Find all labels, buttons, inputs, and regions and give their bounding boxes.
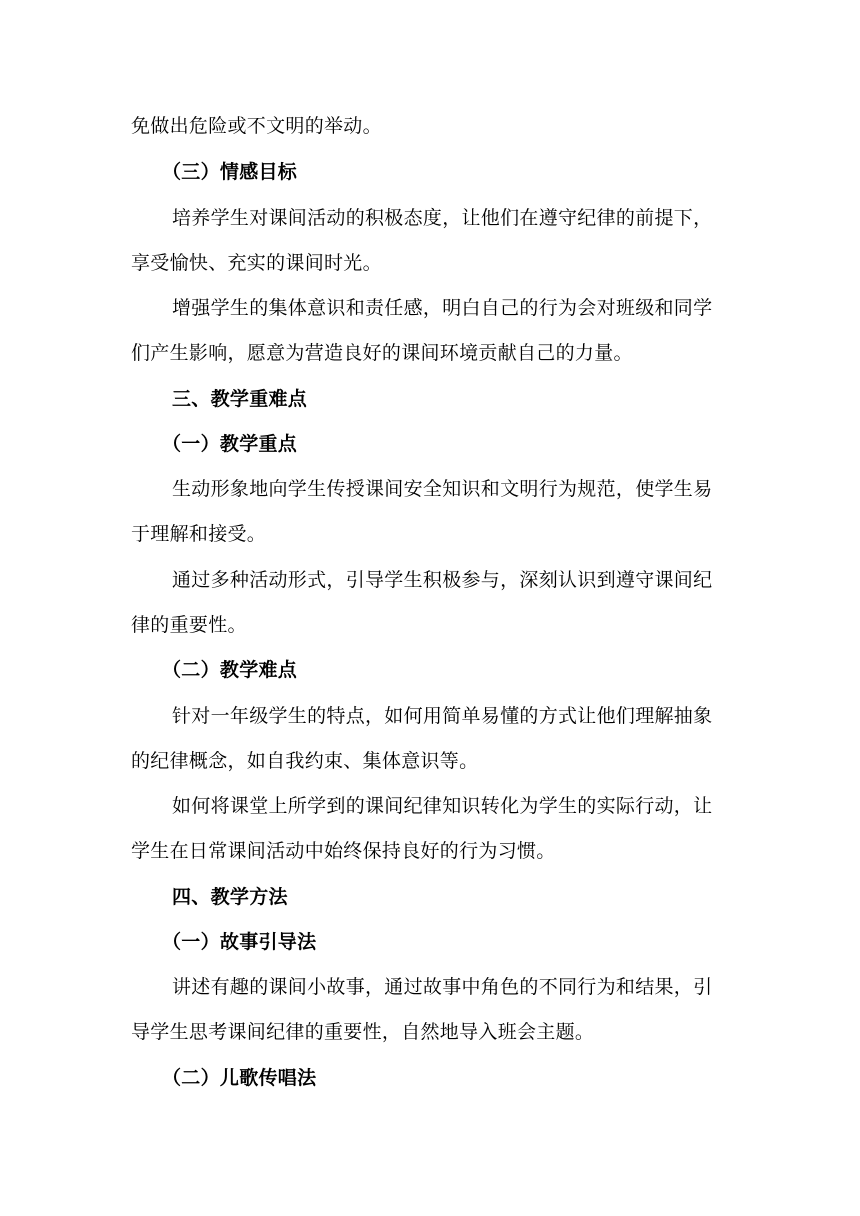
paragraph-line: 如何将课堂上所学到的课间纪律知识转化为学生的实际行动，让	[172, 795, 713, 817]
paragraph-line: 于理解和接受。	[131, 523, 267, 545]
paragraph-line: 学生在日常课间活动中始终保持良好的行为习惯。	[131, 840, 556, 862]
chapter-heading: 三、教学重难点	[172, 388, 308, 410]
paragraph-line: 的纪律概念，如自我约束、集体意识等。	[131, 750, 479, 772]
section-heading: （一）故事引导法	[162, 931, 317, 953]
paragraph-line: 免做出危险或不文明的举动。	[131, 115, 382, 137]
paragraph-line: 增强学生的集体意识和责任感，明白自己的行为会对班级和同学	[172, 297, 713, 319]
paragraph-line: 生动形象地向学生传授课间安全知识和文明行为规范，使学生易	[172, 478, 713, 500]
paragraph-line: 针对一年级学生的特点，如何用简单易懂的方式让他们理解抽象	[172, 705, 713, 727]
paragraph-line: 讲述有趣的课间小故事，通过故事中角色的不同行为和结果，引	[172, 976, 713, 998]
paragraph-line: 导学生思考课间纪律的重要性，自然地导入班会主题。	[131, 1021, 595, 1043]
paragraph-line: 律的重要性。	[131, 614, 247, 636]
section-heading: （三）情感目标	[162, 161, 298, 183]
paragraph-line: 通过多种活动形式，引导学生积极参与，深刻认识到遵守课间纪	[172, 569, 713, 591]
chapter-heading: 四、教学方法	[172, 886, 288, 908]
section-heading: （一）教学重点	[162, 433, 298, 455]
paragraph-line: 培养学生对课间活动的积极态度，让他们在遵守纪律的前提下，	[172, 207, 713, 229]
section-heading: （二）儿歌传唱法	[162, 1067, 317, 1089]
paragraph-line: 们产生影响，愿意为营造良好的课间环境贡献自己的力量。	[131, 342, 633, 364]
section-heading: （二）教学难点	[162, 659, 298, 681]
paragraph-line: 享受愉快、充实的课间时光。	[131, 252, 382, 274]
